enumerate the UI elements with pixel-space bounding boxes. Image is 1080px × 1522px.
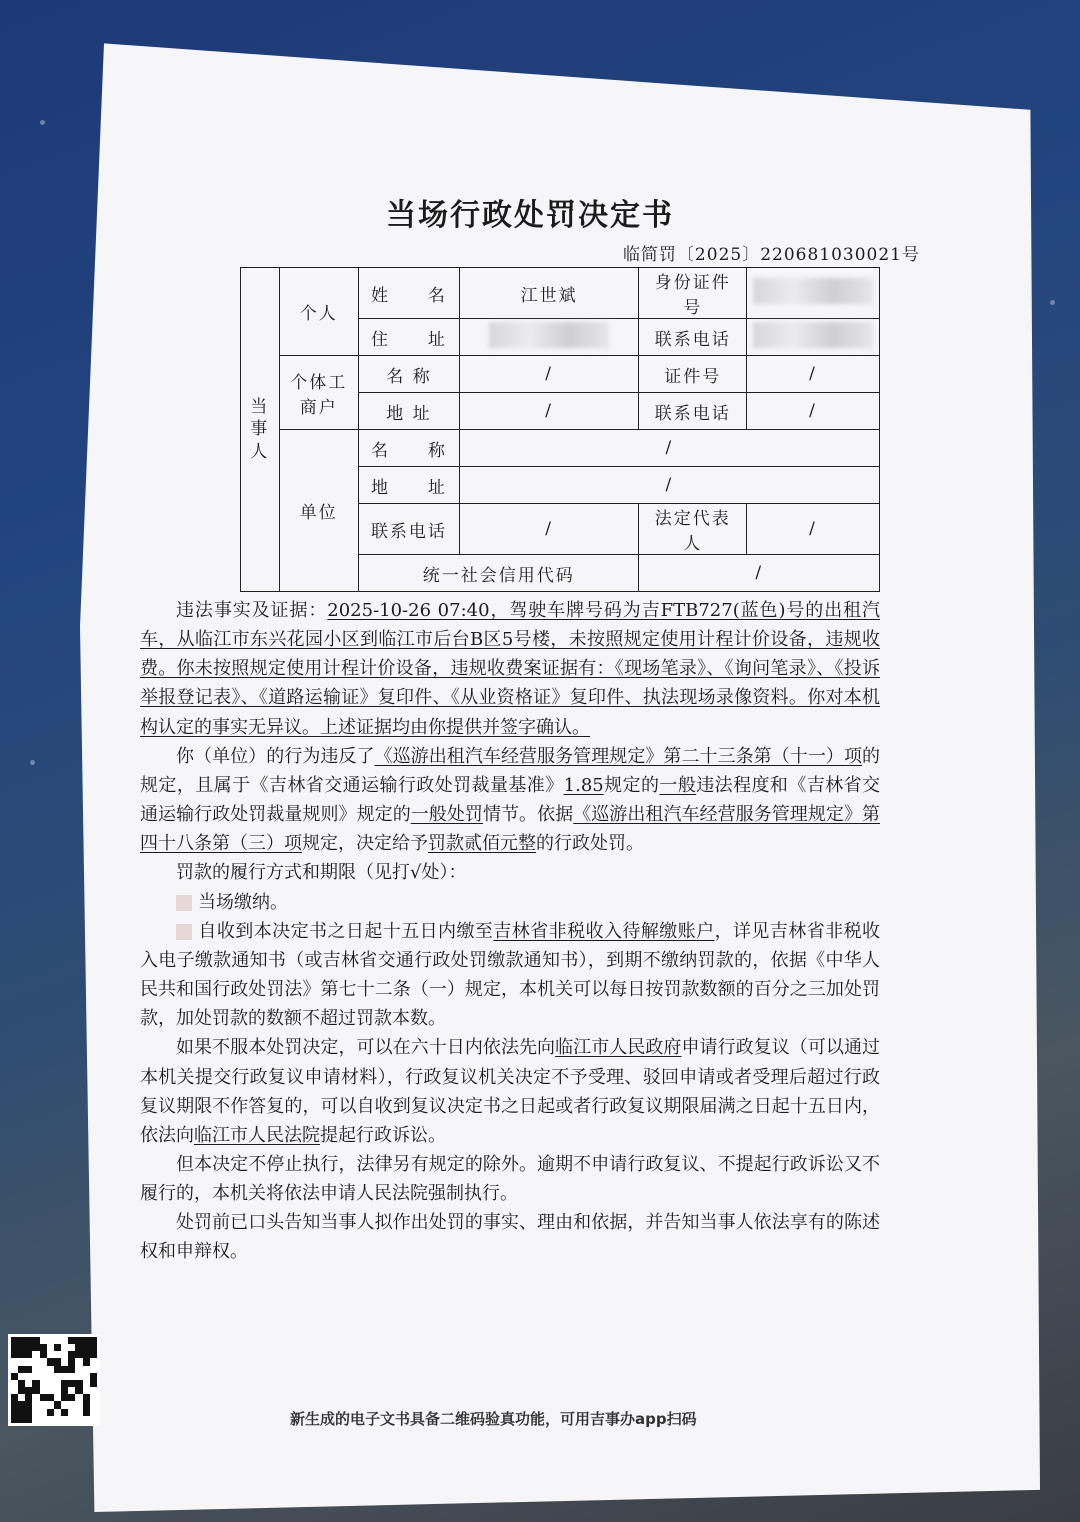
appeal-paragraph xyxy=(140,1033,880,1150)
business-phone-value: / xyxy=(747,393,880,430)
document-title: 当场行政处罚决定书 xyxy=(386,198,674,233)
payment-account: 吉林省非税收入待解缴账户 xyxy=(493,920,715,942)
payment-option-onsite-text: 当场缴纳。 xyxy=(198,891,288,913)
violation-code: 1.85 xyxy=(563,774,604,796)
appeal-court: 临江市人民法院 xyxy=(194,1124,320,1146)
unit-name-value: / xyxy=(459,430,879,467)
individual-label: 个人 xyxy=(279,268,359,356)
unit-phone-value: / xyxy=(459,504,639,555)
violation-text-6: 规定，决定给予 xyxy=(302,833,428,855)
document-number: 临简罚〔2025〕220681030021号 xyxy=(622,245,920,265)
violation-basis: 《巡游出租汽车经营服务管理规定》第四十八条第（三）项 xyxy=(140,804,881,855)
violation-text-3: 规定的 xyxy=(603,774,660,796)
individual-id-value-redacted xyxy=(747,268,880,319)
unit-address-value: / xyxy=(459,467,879,504)
notice-paragraph: 处罚前已口头告知当事人拟作出处罚的事实、理由和依据，并告知当事人依法享有的陈述权和申辩权。 xyxy=(140,1212,880,1263)
document-body xyxy=(140,596,880,1267)
facts-label: 违法事实及证据： xyxy=(176,600,328,621)
business-label: 个体工商户 xyxy=(279,356,359,430)
violation-fine: 罚款贰佰元整 xyxy=(428,833,536,855)
payment-option-transfer-text-a: 自收到本决定书之日起十五日内缴至 xyxy=(198,920,494,942)
checkbox-onsite xyxy=(176,895,192,911)
payment-option-transfer xyxy=(140,917,880,1034)
facts-text: 2025-10-26 07:40，驾驶车牌号码为吉FTB727(蓝色)号的出租汽车，从临江市东兴花园小区到临江市后台B区5号楼，未按照规定使用计程计价设备，违规收费。你未按照规定使用计程计价设备，违规收费案证据有：《现场笔录》、《询问笔录》、《投诉举报登记表》、《道路运输证》复印件、《从业资格证》复印件、执法现场录像资料。你对本机构认定的事实无异议。上述证据均由你提供并签字确认。 xyxy=(140,600,881,738)
individual-id-label: 身份证件号 xyxy=(639,268,747,319)
verification-qr-code xyxy=(8,1334,100,1426)
checkbox-transfer xyxy=(176,924,192,940)
party-label: 当事人 xyxy=(241,268,280,592)
business-name-value: / xyxy=(459,356,639,393)
violation-text-5: 情节。依据 xyxy=(482,804,574,826)
individual-address-label: 住 址 xyxy=(359,319,460,356)
violation-text-4: 违法程度和《吉林省交通运输行政处罚裁量规则》规定的 xyxy=(140,774,881,826)
unit-name-label: 名 称 xyxy=(359,430,460,467)
unit-rep-value: / xyxy=(747,504,880,555)
violation-text-7: 的行政处罚。 xyxy=(536,833,644,855)
unit-label: 单位 xyxy=(279,430,359,592)
business-phone-label: 联系电话 xyxy=(639,393,747,430)
violation-penalty-level: 一般处罚 xyxy=(410,804,483,826)
payment-option-onsite xyxy=(140,888,880,917)
document-content xyxy=(140,190,920,1267)
payment-option-transfer-text-b: ，详见吉林省非税收入电子缴款通知书（或吉林省交通行政处罚缴款通知书），到期不缴纳罚款的，依据《中华人民共和国行政处罚法》第七十二条（一）规定，本机关可以每日按罚款数额的百分之三加处罚款，加处罚款的数额不超过罚款本数。 xyxy=(140,920,881,1030)
business-address-value: / xyxy=(459,393,639,430)
violation-paragraph xyxy=(140,742,880,859)
appeal-text-b: 申请行政复议（可以通过本机关提交行政复议申请材料），行政复议机关决定不予受理、驳回申请或者受理后超过行政复议期限不作答复的，可以自收到复议决定书之日起或者行政复议期限届满之日起十五日内，依法向 xyxy=(140,1037,881,1146)
unit-address-label: 地 址 xyxy=(359,467,460,504)
appeal-text-c: 提起行政诉讼。 xyxy=(320,1124,446,1146)
footer-note: 新生成的电子文书具备二维码验真功能，可用吉事办app扫码 xyxy=(290,1410,697,1428)
appeal-government: 临江市人民政府 xyxy=(555,1037,682,1059)
business-address-label: 地 址 xyxy=(359,393,460,430)
unit-credit-label: 统一社会信用代码 xyxy=(359,555,639,592)
violation-regulation: 《巡游出租汽车经营服务管理规定》第二十三条第（十一）项 xyxy=(374,745,862,767)
business-name-label: 名 称 xyxy=(359,356,460,393)
violation-degree: 一般 xyxy=(659,774,697,796)
unit-rep-label: 法定代表人 xyxy=(639,504,747,555)
business-cert-label: 证件号 xyxy=(639,356,747,393)
individual-phone-label: 联系电话 xyxy=(639,319,747,356)
facts-paragraph xyxy=(140,596,880,742)
enforcement-paragraph: 但本决定不停止执行，法律另有规定的除外。逾期不申请行政复议、不提起行政诉讼又不履行的，本机关将依法申请人民法院强制执行。 xyxy=(140,1153,880,1205)
individual-name-value: 江世斌 xyxy=(459,268,639,319)
violation-text-2: 的规定，且属于《吉林省交通运输行政处罚裁量基准》 xyxy=(140,745,880,796)
appeal-text-a: 如果不服本处罚决定，可以在六十日内依法先向 xyxy=(176,1037,556,1059)
business-cert-value: / xyxy=(747,356,880,393)
unit-phone-label: 联系电话 xyxy=(359,504,460,555)
individual-name-label: 姓 名 xyxy=(359,268,460,319)
violation-text-1: 你（单位）的行为违反了 xyxy=(176,745,375,767)
payment-label: 罚款的履行方式和期限（见打√处）： xyxy=(176,862,467,884)
individual-phone-value-redacted xyxy=(747,319,880,356)
party-info-table xyxy=(240,267,880,592)
unit-credit-value: / xyxy=(639,555,880,592)
individual-address-value-redacted xyxy=(459,319,639,356)
